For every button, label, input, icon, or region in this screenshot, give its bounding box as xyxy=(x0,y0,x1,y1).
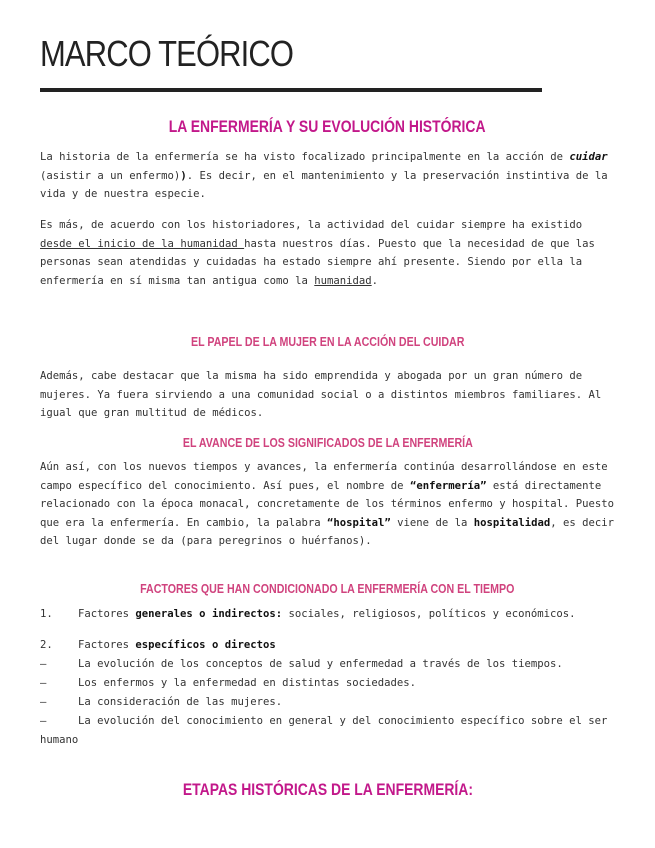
list-item: 2. Factores específicos o directos xyxy=(40,639,276,651)
title-underline xyxy=(40,88,542,92)
list-item: 1. Factores generales o indirectos: sociales, religiosos, políticos y económicos. xyxy=(40,608,576,620)
list-item: – La evolución del conocimiento en general y del conocimiento específico sobre el ser xyxy=(40,715,608,727)
list-item: – Los enfermos y la enfermedad en distintas sociedades. xyxy=(40,677,417,689)
section-heading-significados: EL AVANCE DE LOS SIGNIFICADOS DE LA ENFERMERÍA xyxy=(182,435,473,450)
section-heading-mujer: EL PAPEL DE LA MUJER EN LA ACCIÓN DEL CUIDAR xyxy=(190,334,465,349)
paragraph-significados: Aún así, con los nuevos tiempos y avances, la enfermería continúa desarrollándose en este campo específico del conocimiento. Así pues, el nombre de “enfermería” está directamente relacionado con la época monacal, concretamente de los términos enfermo y hospital. Puesto que era la enfermería. En cambio, la palabra “hospital” viene de la hospitalidad, es decir del lugar donde se da (para peregrinos o huérfanos). xyxy=(40,461,615,548)
paragraph-historia-2: Es más, de acuerdo con los historiadores, la actividad del cuidar siempre ha existido desde el inicio de la humanidad hasta nuestros días. Puesto que la necesidad de que las personas sean atendidas y cuidadas ha estado siempre ahí presente. Siendo por ella la enfermería en sí misma tan antigua como la humanidad. xyxy=(40,219,595,287)
section-heading-etapas: ETAPAS HISTÓRICAS DE LA ENFERMERÍA: xyxy=(182,780,473,799)
paragraph-mujer: Además, cabe destacar que la misma ha sido emprendida y abogada por un gran número de mujeres. Ya fuera sirviendo a una comunidad social o a distintos miembros familiares. Al igual que gran multitud de médicos. xyxy=(40,370,602,420)
list-item: – La consideración de las mujeres. xyxy=(40,696,283,708)
section-heading-historia: LA ENFERMERÍA Y SU EVOLUCIÓN HISTÓRICA xyxy=(169,117,486,136)
list-item-continuation: humano xyxy=(40,734,79,746)
paragraph-historia-1: La historia de la enfermería se ha visto focalizado principalmente en la acción de cuidar (asistir a un enfermo)). Es decir, en el mantenimiento y la preservación instintiva de la vida y de nuestra especie. xyxy=(40,151,608,201)
section-heading-factores: FACTORES QUE HAN CONDICIONADO LA ENFERMERÍA CON EL TIEMPO xyxy=(140,581,515,596)
page-title: MARCO TEÓRICO xyxy=(40,33,294,74)
list-item: – La evolución de los conceptos de salud y enfermedad a través de los tiempos. xyxy=(40,658,563,670)
